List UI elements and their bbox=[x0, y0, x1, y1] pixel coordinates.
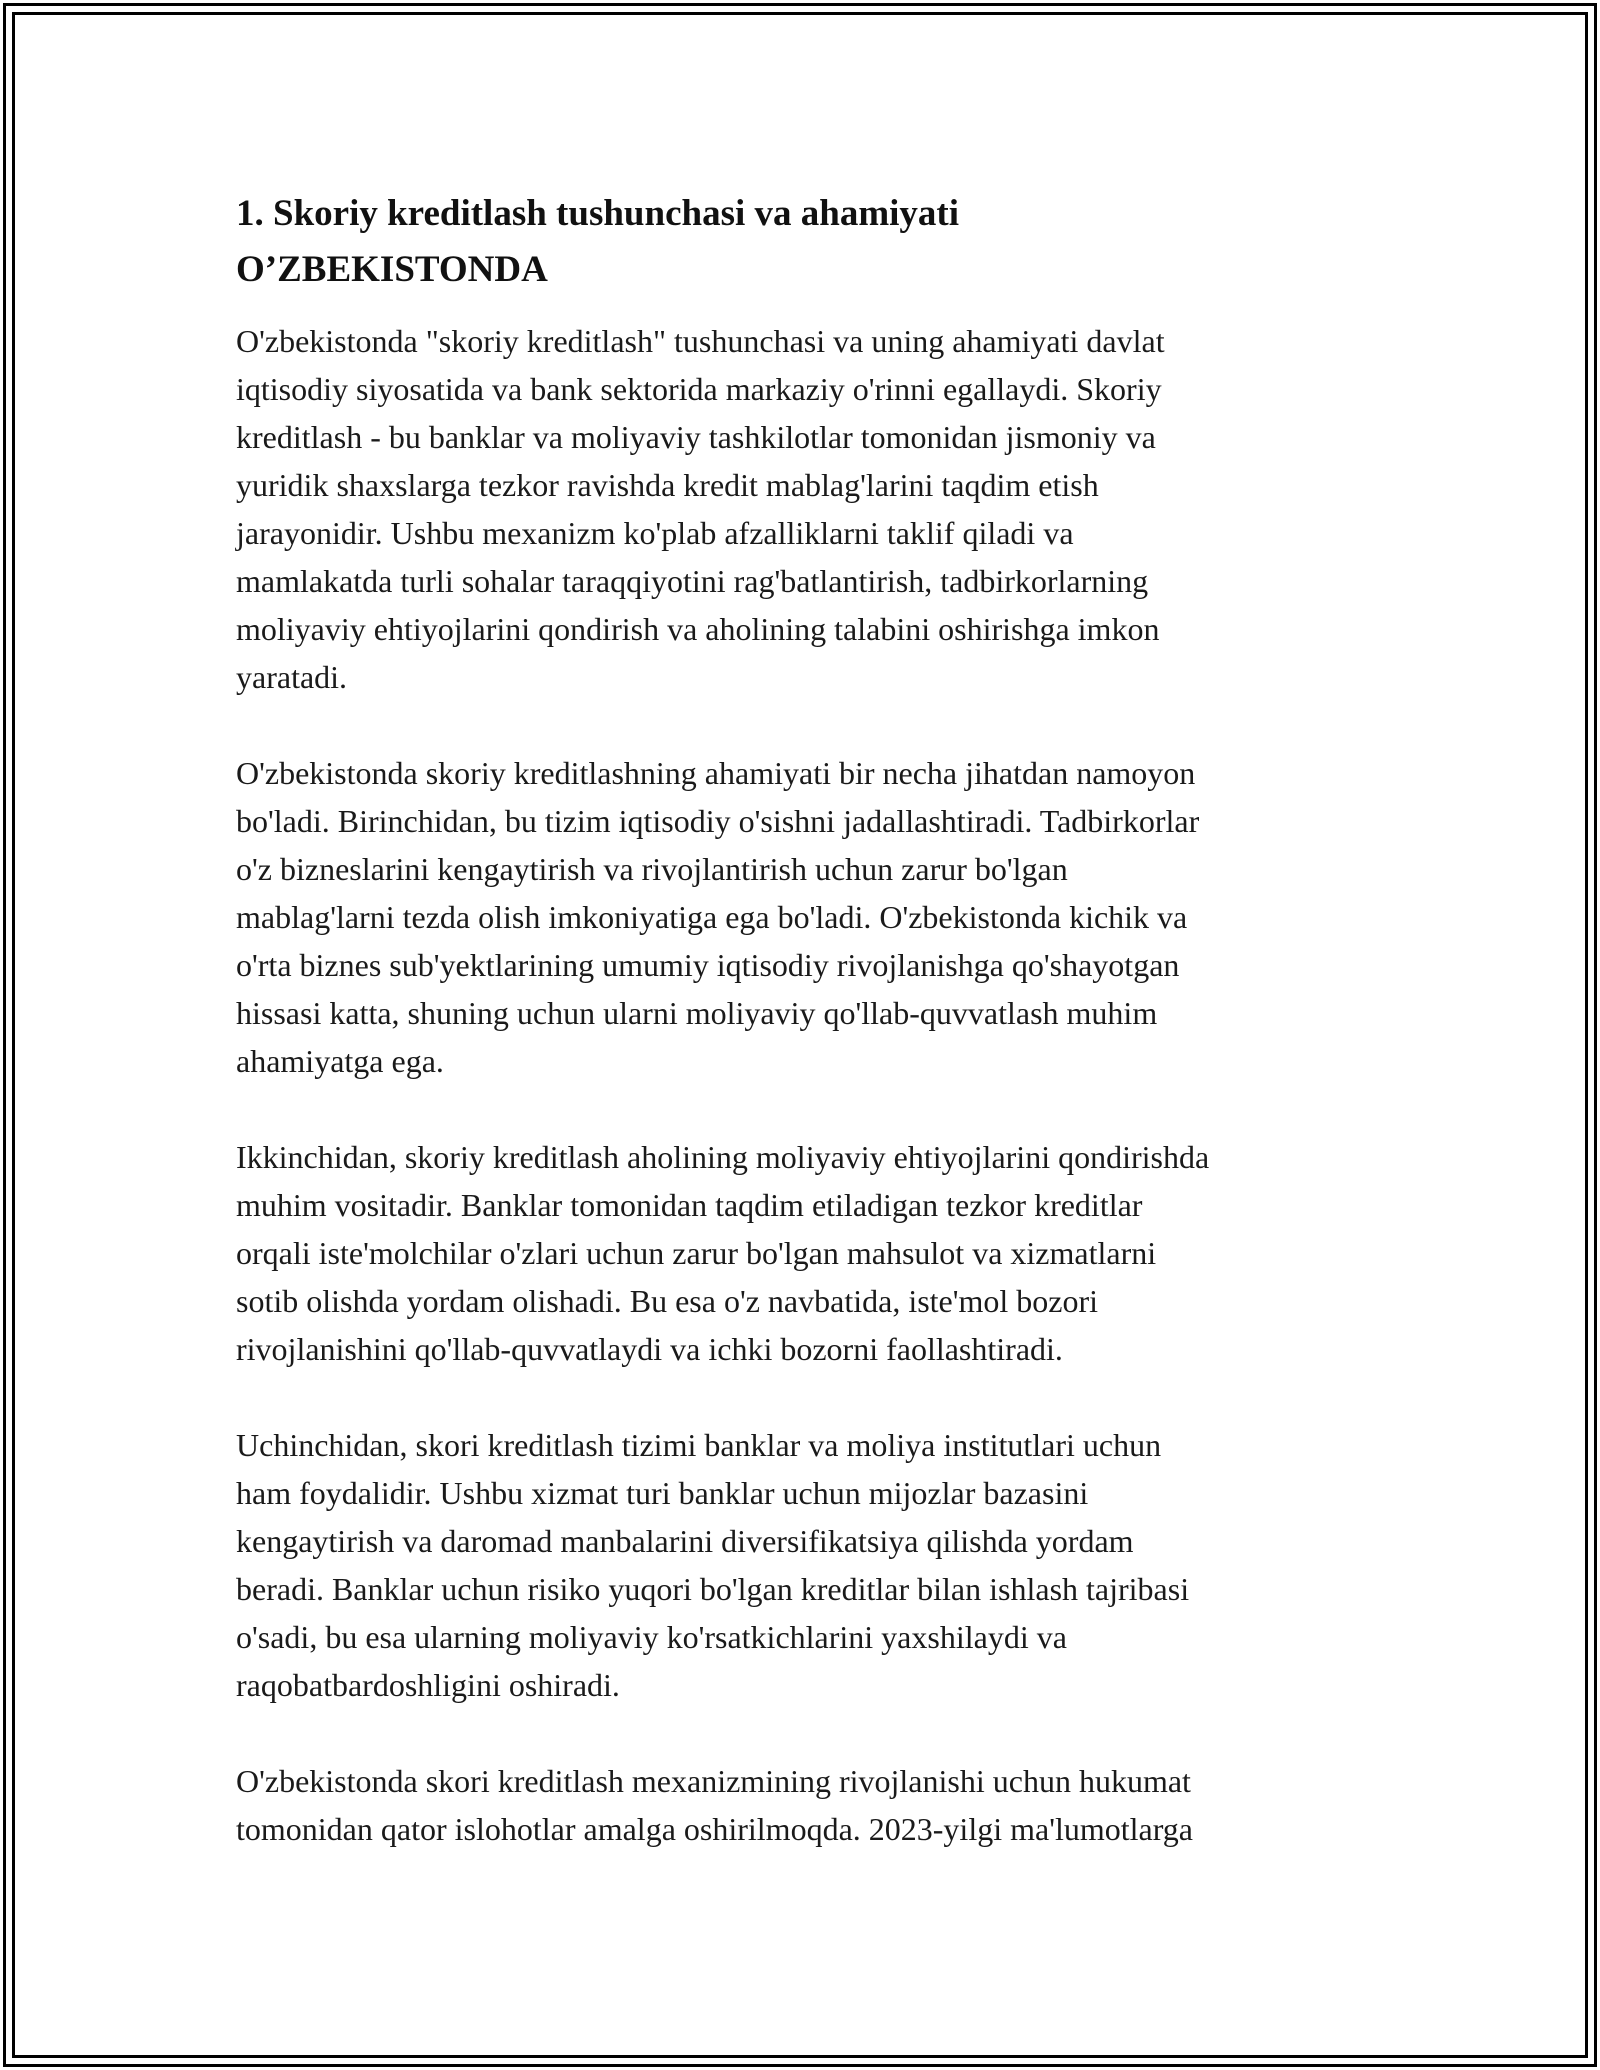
text-line: Uchinchidan, skori kreditlash tizimi banklar va moliya institutlari uchun bbox=[236, 1427, 1162, 1463]
text-line: O'zbekistonda "skoriy kreditlash" tushunchasi va uning ahamiyati davlat bbox=[236, 323, 1165, 359]
text-line: yaratadi. bbox=[236, 659, 348, 695]
text-line: o'rta biznes sub'yektlarining umumiy iqtisodiy rivojlanishga qo'shayotgan bbox=[236, 947, 1180, 983]
text-line: mamlakatda turli sohalar taraqqiyotini rag'batlantirish, tadbirkorlarning bbox=[236, 563, 1149, 599]
text-line: O'zbekistonda skori kreditlash mexanizmining rivojlanishi uchun hukumat bbox=[236, 1763, 1191, 1799]
text-line: o'sadi, bu esa ularning moliyaviy ko'rsatkichlarini yaxshilaydi va bbox=[236, 1619, 1067, 1655]
text-line: kreditlash - bu banklar va moliyaviy tashkilotlar tomonidan jismoniy va bbox=[236, 419, 1156, 455]
paragraph-4 bbox=[236, 1421, 1366, 1709]
text-line: bo'ladi. Birinchidan, bu tizim iqtisodiy o'sishni jadallashtiradi. Tadbirkorlar bbox=[236, 803, 1200, 839]
text-line: yuridik shaxslarga tezkor ravishda kredit mablag'larini taqdim etish bbox=[236, 467, 1099, 503]
text-line: iqtisodiy siyosatida va bank sektorida markaziy o'rinni egallaydi. Skoriy bbox=[236, 371, 1162, 407]
text-line: hissasi katta, shuning uchun ularni moliyaviy qo'llab-quvvatlash muhim bbox=[236, 995, 1158, 1031]
text-line: tomonidan qator islohotlar amalga oshirilmoqda. 2023-yilgi ma'lumotlarga bbox=[236, 1811, 1193, 1847]
text-line: ahamiyatga ega. bbox=[236, 1043, 444, 1079]
heading-line: O’ZBEKISTONDA bbox=[236, 249, 548, 290]
text-line: ham foydalidir. Ushbu xizmat turi banklar uchun mijozlar bazasini bbox=[236, 1475, 1089, 1511]
text-line: O'zbekistonda skoriy kreditlashning ahamiyati bir necha jihatdan namoyon bbox=[236, 755, 1196, 791]
text-line: beradi. Banklar uchun risiko yuqori bo'lgan kreditlar bilan ishlash tajribasi bbox=[236, 1571, 1190, 1607]
text-line: Ikkinchidan, skoriy kreditlash aholining moliyaviy ehtiyojlarini qondirishda bbox=[236, 1139, 1210, 1175]
text-line: moliyaviy ehtiyojlarini qondirish va aholining talabini oshirishga imkon bbox=[236, 611, 1160, 647]
paragraph-1 bbox=[236, 317, 1366, 701]
text-line: muhim vositadir. Banklar tomonidan taqdim etiladigan tezkor kreditlar bbox=[236, 1187, 1143, 1223]
text-line: orqali iste'molchilar o'zlari uchun zarur bo'lgan mahsulot va xizmatlarni bbox=[236, 1235, 1157, 1271]
text-line: mablag'larni tezda olish imkoniyatiga ega bo'ladi. O'zbekistonda kichik va bbox=[236, 899, 1188, 935]
paragraph-5 bbox=[236, 1757, 1366, 1853]
paragraph-2 bbox=[236, 749, 1366, 1085]
section-heading bbox=[236, 186, 1366, 298]
text-line: raqobatbardoshligini oshiradi. bbox=[236, 1667, 620, 1703]
text-line: o'z bizneslarini kengaytirish va rivojlantirish uchun zarur bo'lgan bbox=[236, 851, 1068, 887]
text-line: sotib olishda yordam olishadi. Bu esa o'z navbatida, iste'mol bozori bbox=[236, 1283, 1099, 1319]
text-line: rivojlanishini qo'llab-quvvatlaydi va ichki bozorni faollashtiradi. bbox=[236, 1331, 1063, 1367]
document-body bbox=[236, 186, 1366, 1901]
paragraph-3 bbox=[236, 1133, 1366, 1373]
text-line: jarayonidir. Ushbu mexanizm ko'plab afzalliklarni taklif qiladi va bbox=[236, 515, 1074, 551]
text-line: kengaytirish va daromad manbalarini diversifikatsiya qilishda yordam bbox=[236, 1523, 1134, 1559]
heading-line: 1. Skoriy kreditlash tushunchasi va ahamiyati bbox=[236, 193, 960, 234]
